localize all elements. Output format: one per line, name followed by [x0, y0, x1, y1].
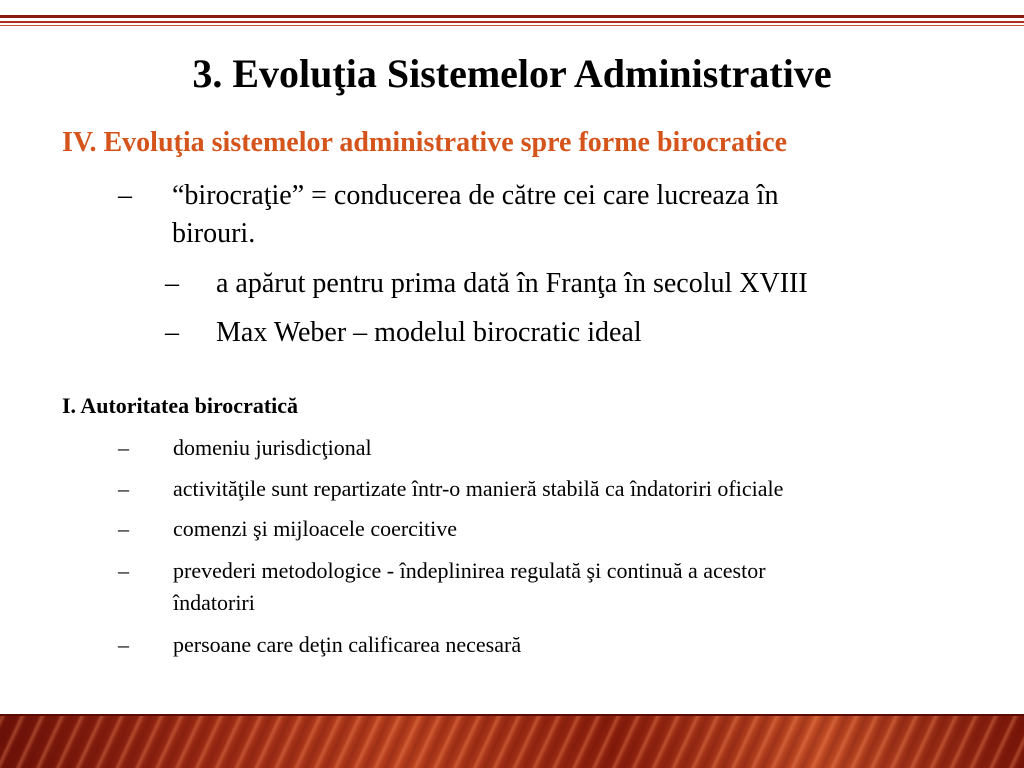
- top-line-1: [0, 15, 1024, 18]
- list-item-text: domeniu jurisdicţional: [173, 435, 372, 460]
- list-item-text-continued: birouri.: [172, 218, 256, 249]
- bullet-dash: –: [118, 516, 129, 541]
- slide-subtitle: IV. Evoluţia sistemelor administrative spre forme birocratice: [62, 127, 788, 158]
- slide-title: 3. Evoluţia Sistemelor Administrative: [192, 51, 832, 96]
- bullet-dash: –: [165, 317, 179, 348]
- list-item-text-continued: îndatoriri: [173, 590, 255, 615]
- bullet-dash: –: [118, 632, 129, 657]
- section-heading: I. Autoritatea birocratică: [62, 393, 299, 418]
- top-decorative-lines: [0, 0, 1024, 30]
- bullet-dash: –: [118, 558, 129, 583]
- list-item-text: prevederi metodologice - îndeplinirea regulată şi continuă a acestor: [173, 558, 766, 583]
- top-line-2: [0, 21, 1024, 23]
- list-item-text: comenzi şi mijloacele coercitive: [173, 516, 458, 541]
- list-item-text: “birocraţie” = conducerea de către cei care lucreaza în: [172, 180, 779, 211]
- bullet-dash: –: [118, 180, 132, 211]
- bullet-dash: –: [165, 268, 179, 299]
- bottom-decorative-band: [0, 714, 1024, 768]
- list-item-text: a apărut pentru prima dată în Franţa în secolul XVIII: [216, 268, 808, 299]
- bullet-dash: –: [118, 435, 129, 460]
- bullet-dash: –: [118, 476, 129, 501]
- top-line-3: [0, 25, 1024, 26]
- list-item-text: activităţile sunt repartizate într-o manieră stabilă ca îndatoriri oficiale: [173, 476, 784, 501]
- list-item-text: Max Weber – modelul birocratic ideal: [216, 317, 642, 348]
- list-item-text: persoane care deţin calificarea necesară: [173, 632, 522, 657]
